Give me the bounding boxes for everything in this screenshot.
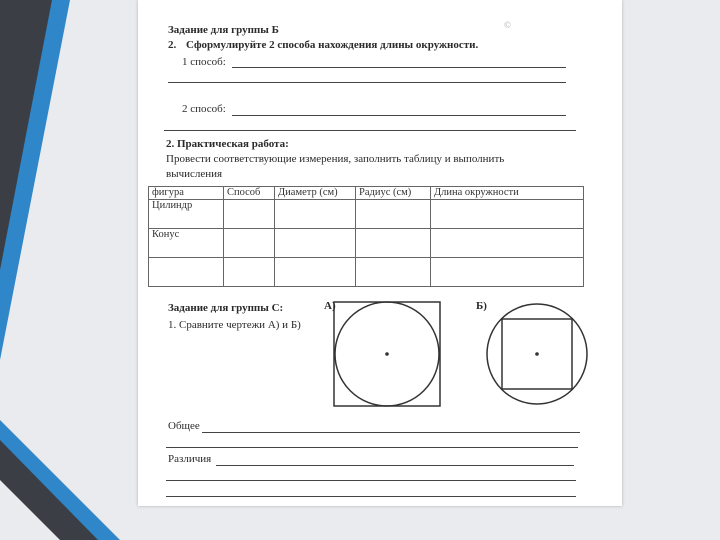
- table-cell[interactable]: [431, 200, 584, 229]
- header-figure: фигура: [149, 187, 224, 200]
- scan-mark: ©: [504, 20, 511, 30]
- header-method: Способ: [224, 187, 275, 200]
- table-header-row: [149, 187, 584, 200]
- figure-a-label: А): [324, 300, 336, 312]
- way2-answer-line-2[interactable]: [164, 130, 576, 131]
- row-cylinder-label: Цилиндр: [149, 200, 224, 229]
- differences-label: Различия: [168, 453, 212, 465]
- table-cell[interactable]: [275, 200, 356, 229]
- table-cell[interactable]: [224, 200, 275, 229]
- table-cell[interactable]: [224, 229, 275, 258]
- table-cell[interactable]: [275, 229, 356, 258]
- comparison-drawings: [318, 298, 590, 410]
- table-cell[interactable]: [356, 229, 431, 258]
- group-b-task-text: Сформулируйте 2 способа нахождения длины окружности.: [186, 39, 479, 51]
- practical-line-1: Провести соответствующие измерения, заполнить таблицу и выполнить: [166, 153, 505, 165]
- common-answer-line[interactable]: [202, 432, 580, 433]
- drawing-b: [487, 304, 587, 404]
- practical-heading: 2. Практическая работа:: [166, 138, 289, 150]
- table-cell[interactable]: [224, 258, 275, 287]
- common-answer-line-2[interactable]: [166, 447, 578, 448]
- way2-label: 2 способ:: [182, 103, 226, 115]
- table-cell[interactable]: [431, 258, 584, 287]
- group-b-heading: Задание для группы Б: [168, 24, 279, 36]
- practical-line-2: вычисления: [166, 168, 223, 180]
- header-radius: Радиус (см): [356, 187, 431, 200]
- table-row: [149, 229, 584, 258]
- group-c-task-text: 1. Сравните чертежи А) и Б): [168, 319, 301, 331]
- way2-answer-line[interactable]: [232, 115, 566, 116]
- table-cell[interactable]: [431, 229, 584, 258]
- table-row: [149, 258, 584, 287]
- differences-answer-line[interactable]: [216, 465, 574, 466]
- table-cell[interactable]: [356, 200, 431, 229]
- drawing-a: [334, 302, 440, 406]
- row-cone-label: Конус: [149, 229, 224, 258]
- way1-label: 1 способ:: [182, 56, 226, 68]
- header-circumference: Длина окружности: [431, 187, 584, 200]
- table-cell[interactable]: [275, 258, 356, 287]
- worksheet-page: [138, 0, 622, 506]
- differences-answer-line-3[interactable]: [166, 496, 576, 497]
- figure-b-label: Б): [476, 300, 487, 312]
- way1-answer-line[interactable]: [232, 67, 566, 68]
- measurement-table: [148, 186, 584, 287]
- differences-answer-line-2[interactable]: [166, 480, 576, 481]
- group-b-task-number: 2.: [168, 39, 177, 51]
- table-row: [149, 200, 584, 229]
- table-cell[interactable]: [356, 258, 431, 287]
- group-c-heading: Задание для группы С:: [168, 302, 284, 314]
- row-empty-label: [149, 258, 224, 287]
- header-diameter: Диаметр (см): [275, 187, 356, 200]
- way1-answer-line-2[interactable]: [168, 82, 566, 83]
- common-label: Общее: [168, 420, 200, 432]
